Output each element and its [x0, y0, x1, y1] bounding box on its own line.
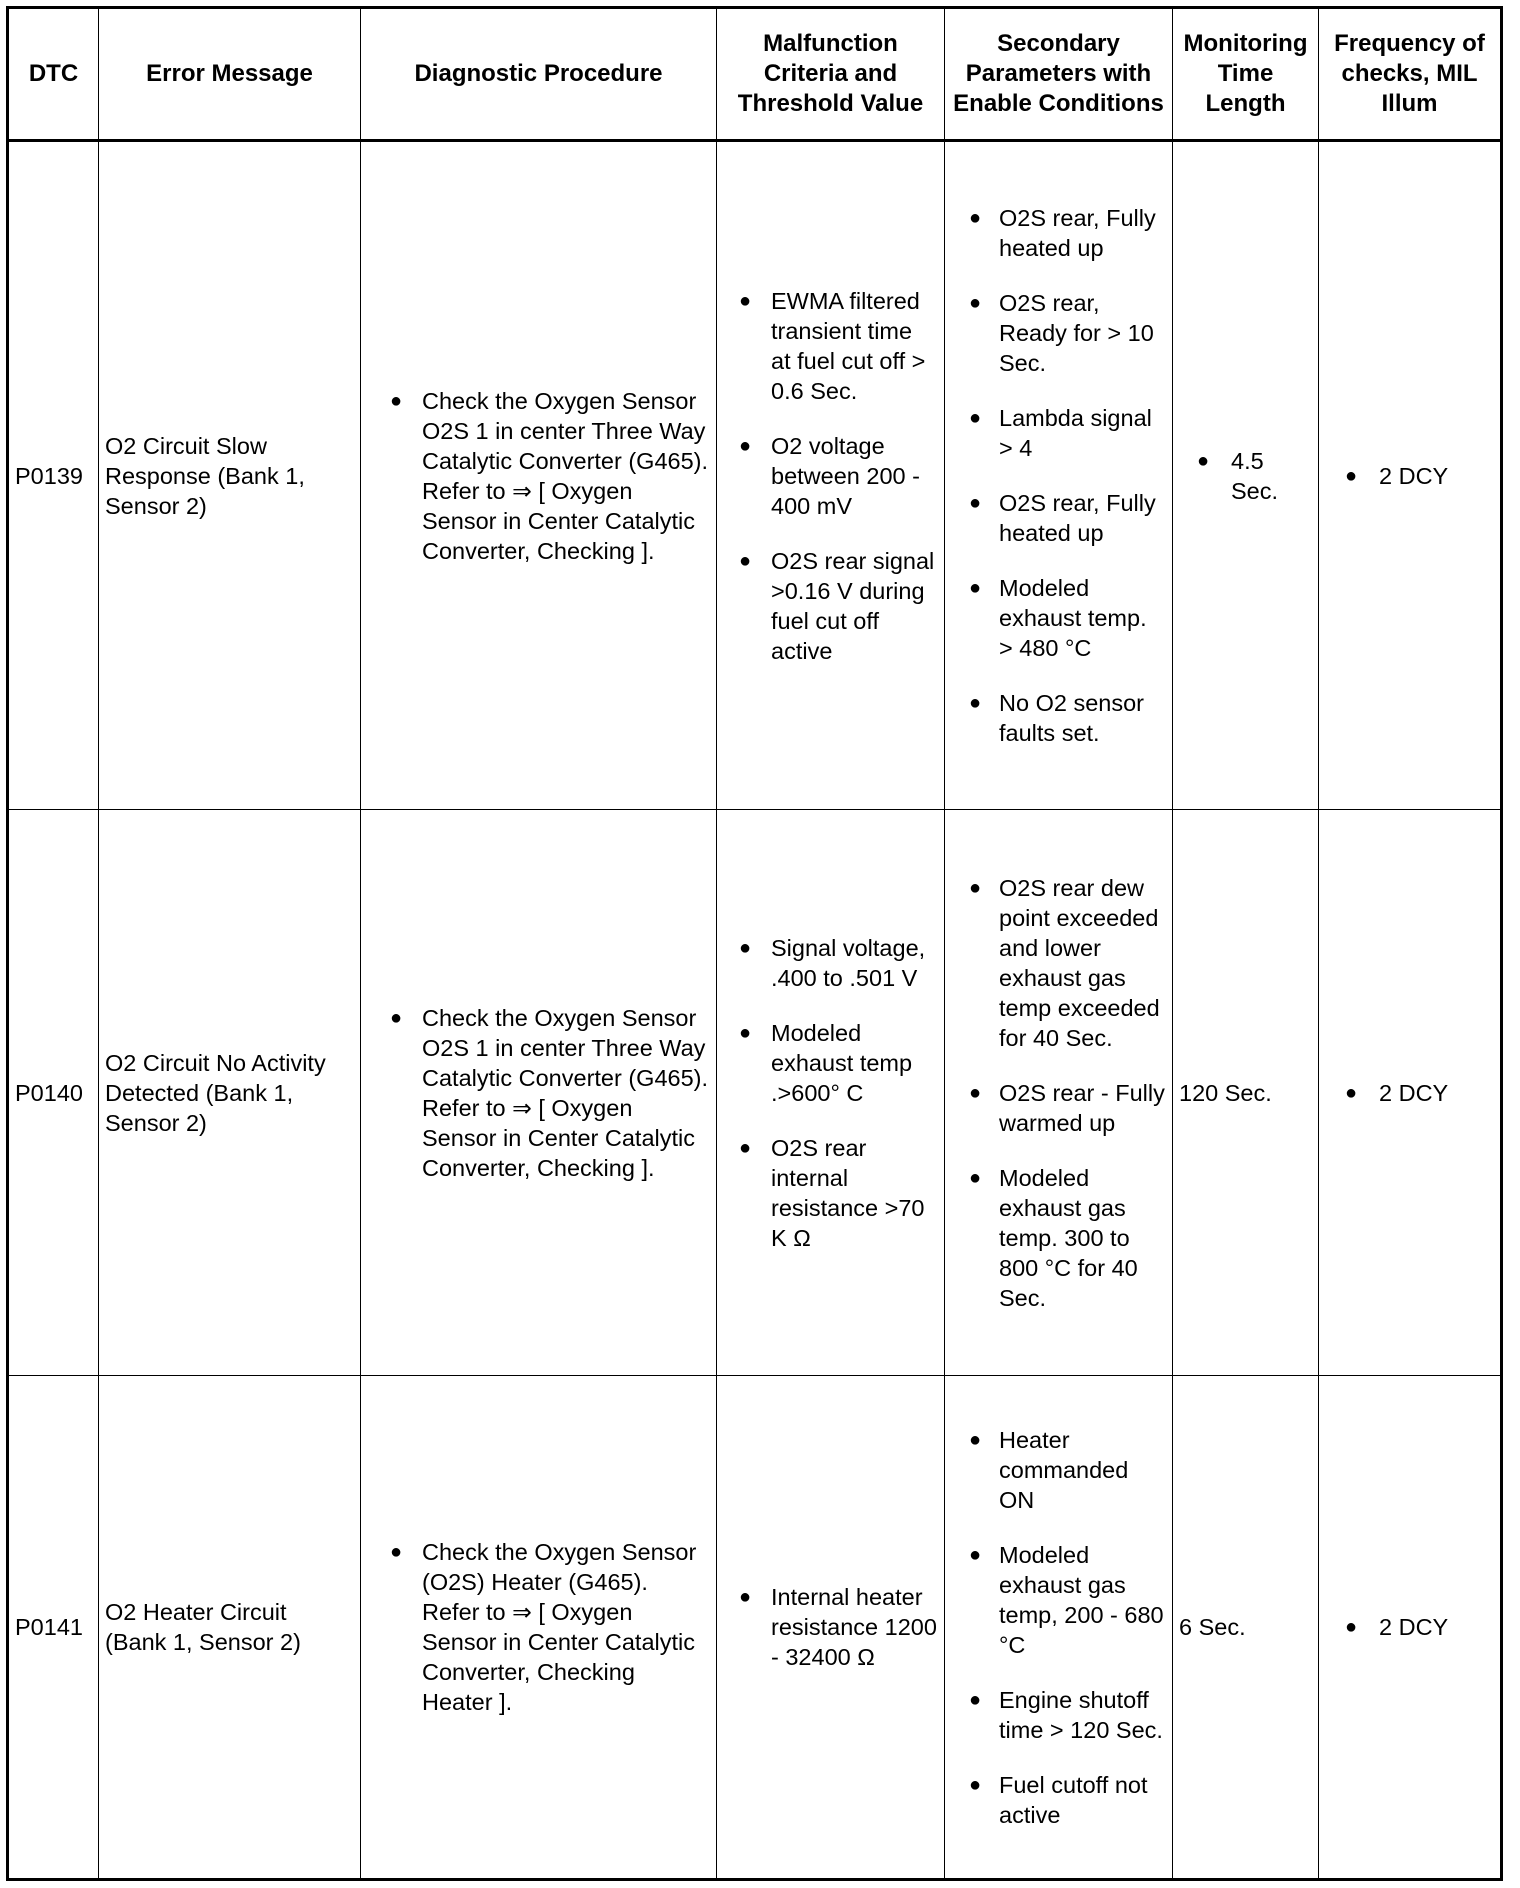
diagnostic-procedure: [361, 141, 717, 810]
header-monitoring-time: Monitoring Time Length: [1173, 8, 1319, 141]
procedure-item: ● Check the Oxygen Sensor O2S 1 in center Three Way Catalytic Converter (G465). Refer to ⇒ [ Oxygen Sensor in Center Catalytic Converter, Checking ].: [422, 386, 710, 566]
error-message: O2 Circuit Slow Response (Bank 1, Sensor 2): [99, 141, 361, 810]
monitoring-item: ● 4.5 Sec.: [1231, 446, 1301, 506]
header-dtc: DTC: [8, 8, 99, 141]
secondary-item: ● Modeled exhaust gas temp, 200 - 680 °C: [999, 1540, 1166, 1660]
header-malfunction-criteria: Malfunction Criteria and Threshold Value: [717, 8, 945, 141]
criteria-item: ● O2 voltage between 200 - 400 mV: [771, 431, 938, 521]
criteria-item: ● Modeled exhaust temp .>600° C: [771, 1018, 938, 1108]
secondary-item: ● O2S rear - Fully warmed up: [999, 1078, 1166, 1138]
secondary-item: ● Modeled exhaust temp. > 480 °C: [999, 573, 1166, 663]
criteria-item: ● Internal heater resistance 1200 - 32400 Ω: [771, 1582, 938, 1672]
error-message: O2 Heater Circuit (Bank 1, Sensor 2): [99, 1376, 361, 1880]
dtc-code: P0141: [8, 1376, 99, 1880]
dtc-code: P0140: [8, 810, 99, 1376]
procedure-item: ● Check the Oxygen Sensor (O2S) Heater (G465). Refer to ⇒ [ Oxygen Sensor in Center Catalytic Converter, Checking Heater ].: [422, 1537, 710, 1717]
table-row: [8, 1376, 1502, 1880]
frequency: [1319, 141, 1502, 810]
criteria-item: ● Signal voltage, .400 to .501 V: [771, 933, 938, 993]
frequency: [1319, 1376, 1502, 1880]
header-secondary-parameters: Secondary Parameters with Enable Conditions: [945, 8, 1173, 141]
dtc-code: P0139: [8, 141, 99, 810]
secondary-item: ● O2S rear dew point exceeded and lower exhaust gas temp exceeded for 40 Sec.: [999, 873, 1166, 1053]
secondary-item: ● Engine shutoff time > 120 Sec.: [999, 1685, 1166, 1745]
header-row: [8, 8, 1502, 141]
secondary-parameters: [945, 1376, 1173, 1880]
procedure-item: ● Check the Oxygen Sensor O2S 1 in center Three Way Catalytic Converter (G465). Refer to ⇒ [ Oxygen Sensor in Center Catalytic Converter, Checking ].: [422, 1003, 710, 1183]
secondary-item: ● Fuel cutoff not active: [999, 1770, 1166, 1830]
frequency-item: ● 2 DCY: [1379, 1078, 1494, 1108]
header-frequency: Frequency of checks, MIL Illum: [1319, 8, 1502, 141]
secondary-item: ● O2S rear, Fully heated up: [999, 488, 1166, 548]
malfunction-criteria: [717, 141, 945, 810]
monitoring-time: 120 Sec.: [1173, 810, 1319, 1376]
frequency: [1319, 810, 1502, 1376]
malfunction-criteria: [717, 1376, 945, 1880]
criteria-item: ● O2S rear signal >0.16 V during fuel cut off active: [771, 546, 938, 666]
criteria-item: ● EWMA filtered transient time at fuel cut off > 0.6 Sec.: [771, 286, 938, 406]
secondary-item: ● Heater commanded ON: [999, 1425, 1166, 1515]
monitoring-time: 6 Sec.: [1173, 1376, 1319, 1880]
header-diagnostic-procedure: Diagnostic Procedure: [361, 8, 717, 141]
monitoring-time: [1173, 141, 1319, 810]
secondary-item: ● O2S rear, Ready for > 10 Sec.: [999, 288, 1166, 378]
malfunction-criteria: [717, 810, 945, 1376]
frequency-item: ● 2 DCY: [1379, 1612, 1494, 1642]
error-message: O2 Circuit No Activity Detected (Bank 1, Sensor 2): [99, 810, 361, 1376]
dtc-table: [6, 6, 1503, 1881]
secondary-item: ● Lambda signal > 4: [999, 403, 1166, 463]
secondary-item: ● No O2 sensor faults set.: [999, 688, 1166, 748]
frequency-item: ● 2 DCY: [1379, 461, 1494, 491]
diagnostic-procedure: [361, 810, 717, 1376]
diagnostic-procedure: [361, 1376, 717, 1880]
header-error-message: Error Message: [99, 8, 361, 141]
secondary-parameters: [945, 810, 1173, 1376]
secondary-item: ● O2S rear, Fully heated up: [999, 203, 1166, 263]
criteria-item: ● O2S rear internal resistance >70 K Ω: [771, 1133, 938, 1253]
secondary-item: ● Modeled exhaust gas temp. 300 to 800 °C for 40 Sec.: [999, 1163, 1166, 1313]
table-row: [8, 141, 1502, 810]
table-row: [8, 810, 1502, 1376]
secondary-parameters: [945, 141, 1173, 810]
